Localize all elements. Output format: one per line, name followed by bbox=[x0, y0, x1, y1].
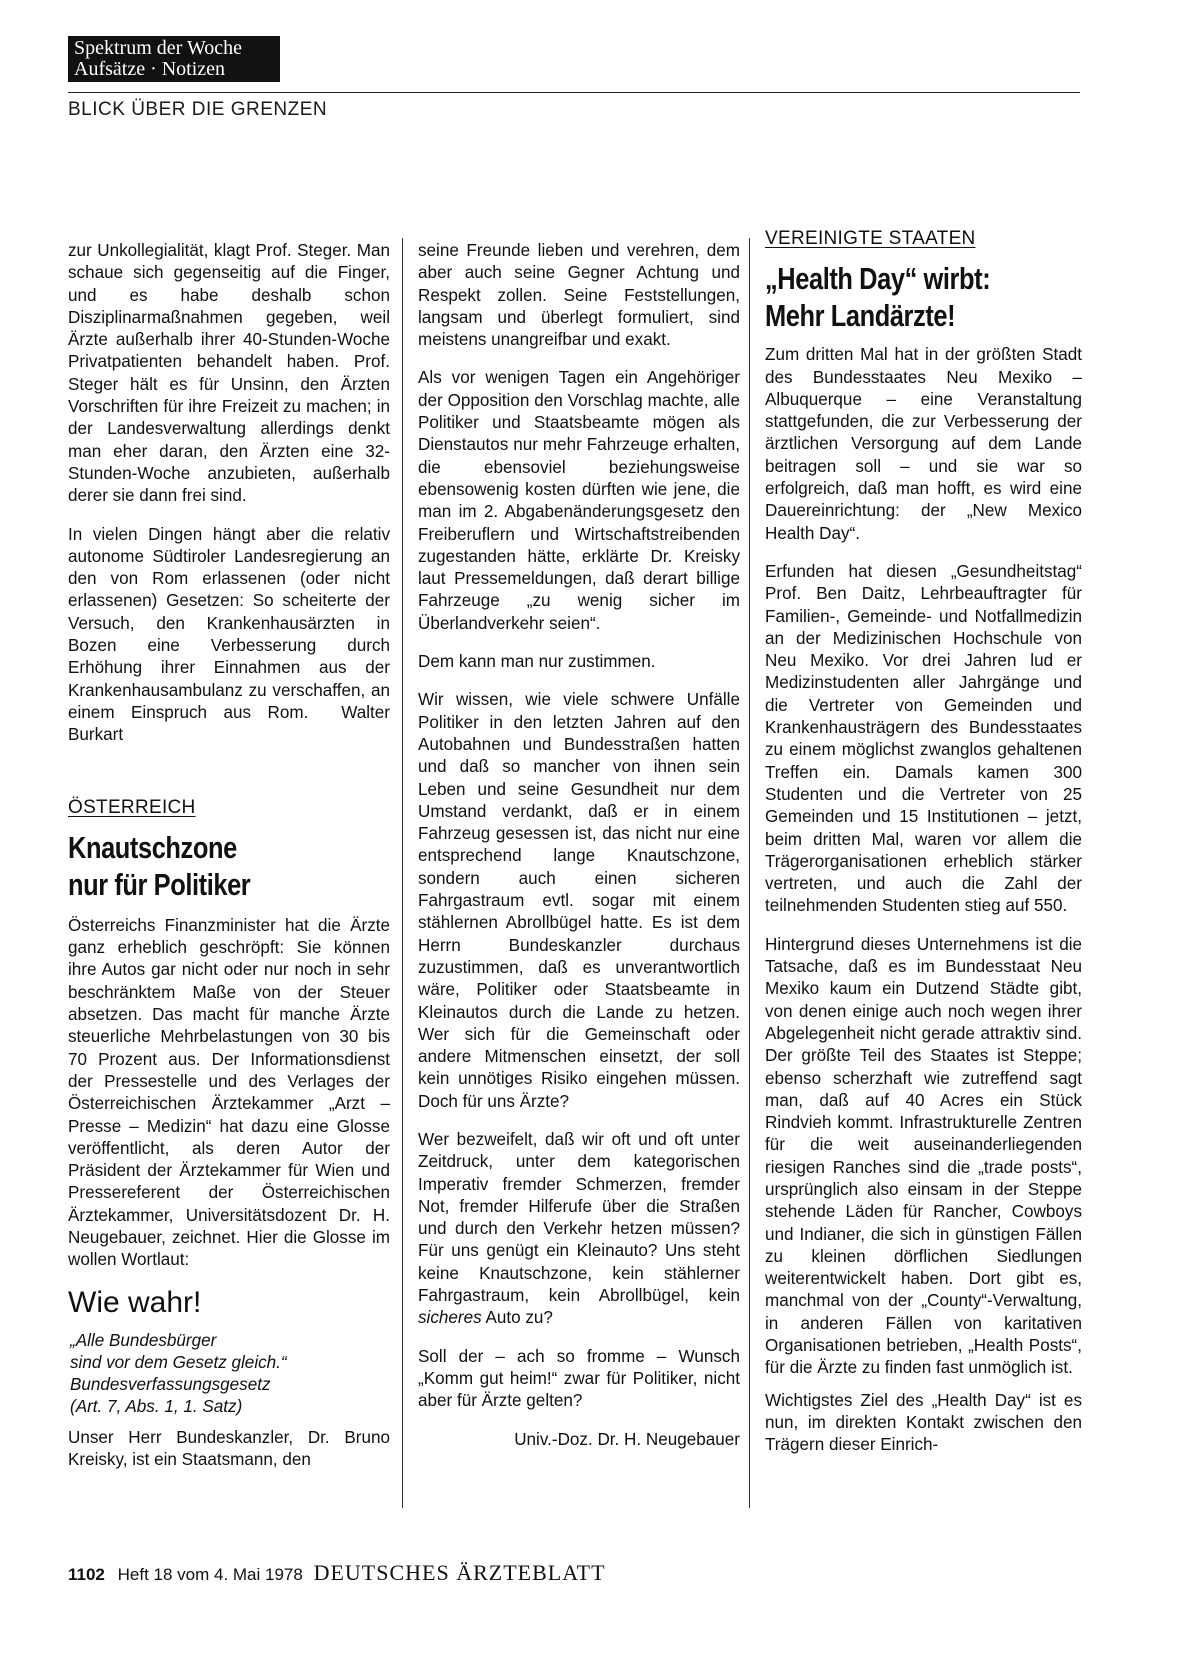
paragraph-text: In vielen Dingen hängt aber die relativ autonome Südtiroler Landesregierung an den von Rom erlassenen (oder nicht erlassenen) Gesetzen: So scheiterte der Versuch, den Krankenhausärzten in Bozen eine Verbesserung durch Erhöhung ihrer Einnahmen aus der Krankenhausambulanz zu verschaffen, an einem Einspruch aus Rom. bbox=[68, 524, 390, 722]
section-label: BLICK ÜBER DIE GRENZEN bbox=[68, 99, 328, 120]
paragraph-text: Wer bezweifelt, daß wir oft und oft unter Zeitdruck, unter dem kategorischen Imperativ fremder Schmerzen, fremder Not, fremder Hilferufe über die Straßen und durch den Verkehr hetzen müssen? Für uns genügt ein Kleinauto? Uns steht keine Knautschzone, kein stählerner Fahrgastraum, kein Abrollbügel, kein bbox=[418, 1129, 740, 1306]
paragraph: Erfunden hat diesen „Gesundheitstag“ Prof. Ben Daitz, Lehrbeauftragter für Familien-, Gemeinde- und Notfallmedizin an der Medizinischen Hochschule von Neu Mexiko. Vor drei Jahren lud er Medizinstudenten aller Jahrgänge und die Vertreter von Gemeinden und Krankenhausträgern des Bundesstaates zu einem möglichst zwanglos gehaltenen Treffen ein. Damals kamen 300 Studenten und die Vertreter von 25 Gemeinden und 15 Institutionen – jetzt, beim dritten Mal, waren vor allem die Trägerorganisationen erheblich stärker vertreten, und auch die Zahl der teilnehmenden Studenten stieg auf 550. bbox=[765, 561, 1082, 916]
section-header-box bbox=[68, 36, 280, 82]
column-2 bbox=[418, 240, 740, 1451]
article-headline bbox=[765, 260, 1082, 334]
author-name: Walter Burkart bbox=[68, 702, 390, 745]
paragraph: seine Freunde lieben und verehren, dem aber auch seine Gegner Achtung und Respekt zollen. Seine Feststellungen, langsam und überlegt formuliert, sind meistens unangreifbar und exakt. bbox=[418, 241, 740, 350]
paragraph: Wichtigstes Ziel des „Health Day“ ist es nun, im direkten Kontakt zwischen den Trägern dieser Einrich- bbox=[765, 1390, 1082, 1455]
paragraph: Hintergrund dieses Unternehmens ist die Tatsache, daß es im Bundesstaat Neu Mexiko kaum ein Dutzend Städte gibt, von denen einige auch noch wegen ihrer Abgelegenheit nicht gerade attraktiv sind. Der größte Teil des Staates ist Steppe; ebenso scherzhaft wie zutreffend sagt man, daß auf 40 Acres ein Stück Rindvieh kommt. Infrastrukturelle Zentren für die weit auseinanderliegenden riesigen Ranches sind die „trade posts“, ursprünglich also einsam in der Steppe stehende Läden für Rancher, Cowboys und Indianer, die sich in günstigen Fällen zu kleinen dörflichen Siedlungen weiterentwickelt haben. Dort gibt es, manchmal von der „County“-Verwaltung, in anderen Fällen von karitativen Organisationen betrieben, „Health Posts“, für die Ärzte zu finden fast unmöglich ist. bbox=[765, 934, 1082, 1378]
quote-line: (Art. 7, Abs. 1, 1. Satz) bbox=[70, 1397, 243, 1417]
column-divider-2 bbox=[749, 238, 750, 1508]
paragraph: Dem kann man nur zustimmen. bbox=[418, 652, 656, 672]
italic-word: sicheres bbox=[418, 1308, 482, 1328]
paragraph-text: Auto zu? bbox=[481, 1308, 553, 1328]
headline-line-1: Knautschzone bbox=[68, 829, 237, 865]
paragraph: Soll der – ach so fromme – Wunsch „Komm gut heim!“ zwar für Politiker, nicht aber für Ärzte gelten? bbox=[418, 1346, 740, 1411]
journal-name: DEUTSCHES ÄRZTEBLATT bbox=[313, 1560, 606, 1585]
article-headline bbox=[68, 829, 390, 903]
headline-line-2: Mehr Landärzte! bbox=[765, 298, 956, 334]
column-divider-1 bbox=[402, 238, 403, 1508]
paragraph: Österreichs Finanzminister hat die Ärzte ganz erheblich geschröpft: Sie können ihre Autos gar nicht oder nur noch in sehr beschränktem Maße von der Steuer absetzen. Das macht für manche Ärzte steuerliche Mehrbelastungen von 30 bis 70 Prozent aus. Der Informationsdienst der Pressestelle und des Verlages der Österreichischen Ärztekammer „Arzt – Presse – Medizin“ hat dazu eine Glosse veröffentlicht, als deren Autor der Präsident der Ärztekammer für Wien und Pressereferent der Österreichischen Ärztekammer, Universitätsdozent Dr. H. Neugebauer, zeichnet. Hier die Glosse im wollen Wortlaut: bbox=[68, 915, 390, 1270]
country-label: ÖSTERREICH bbox=[68, 796, 196, 818]
column-1 bbox=[68, 240, 390, 1471]
author-signature: Univ.-Doz. Dr. H. Neugebauer bbox=[514, 1429, 740, 1449]
header-line-1: Spektrum der Woche bbox=[74, 37, 242, 59]
quote-line: „Alle Bundesbürger bbox=[70, 1330, 217, 1350]
epigraph bbox=[68, 1330, 390, 1419]
paragraph: Zum dritten Mal hat in der größten Stadt des Bundesstaates Neu Mexiko – Albuquerque – eine Veranstaltung stattgefunden, die zur Verbesserung der ärztlichen Versorgung auf dem Lande beitragen soll – und sie war so erfolgreich, daß man hofft, es wird eine Dauereinrichtung: der „New Mexico Health Day“. bbox=[765, 345, 1082, 543]
paragraph: zur Unkollegialität, klagt Prof. Steger. Man schaue sich gegenseitig auf die Finger, und es habe deshalb schon Disziplinarmaßnahmen gegeben, weil Ärzte außerhalb ihrer 40-Stunden-Woche Privatpatienten behandelt haben. Prof. Steger hält es für Unsinn, den Ärzten Vorschriften für ihre Freizeit zu machen; in der Landesverwaltung allerdings denkt man eher daran, den Ärzten eine 32-Stunden-Woche anzubieten, außerhalb derer sie dann frei sind. bbox=[68, 241, 390, 506]
paragraph bbox=[68, 524, 390, 747]
issue-info: Heft 18 vom 4. Mai 1978 bbox=[117, 1565, 303, 1584]
country-label: VEREINIGTE STAATEN bbox=[765, 228, 976, 249]
gloss-title: Wie wahr! bbox=[68, 1285, 202, 1319]
headline-line-2: nur für Politiker bbox=[68, 866, 251, 902]
paragraph: Als vor wenigen Tagen ein Angehöriger der Opposition den Vorschlag machte, alle Politiker und Staatsbeamte mögen als Dienstautos nur mehr Fahrzeuge erhalten, die ebensoviel beziehungsweise ebensowenig kosten dürften wie jene, die man im 2. Abgabenänderungsgesetz den Freiberuflern und Wirtschaftstreibenden zugestanden hätte, erklärte Dr. Kreisky laut Pressemeldungen, daß derart billige Fahrzeuge „zu wenig sicher im Überlandverkehr seien“. bbox=[418, 368, 740, 633]
headline-line-1: „Health Day“ wirbt: bbox=[765, 261, 991, 297]
header-line-2: Aufsätze · Notizen bbox=[74, 58, 226, 80]
page-number: 1102 bbox=[68, 1565, 105, 1584]
quote-line: Bundesverfassungsgesetz bbox=[70, 1375, 271, 1395]
column-3 bbox=[765, 228, 1082, 1457]
page-footer bbox=[68, 1560, 606, 1586]
paragraph bbox=[418, 1129, 740, 1330]
paragraph: Unser Herr Bundeskanzler, Dr. Bruno Kreisky, ist ein Staatsmann, den bbox=[68, 1427, 390, 1470]
header-rule bbox=[68, 92, 1080, 93]
quote-line: sind vor dem Gesetz gleich.“ bbox=[70, 1352, 287, 1372]
paragraph: Wir wissen, wie viele schwere Unfälle Politiker in den letzten Jahren auf den Autobahnen und Bundesstraßen hatten und daß so mancher von ihnen sein Leben und seine Gesundheit nur dem Umstand verdankt, daß er in einem Fahrzeug gesessen ist, das nicht nur eine entsprechend lange Knautschzone, sondern auch einen sicheren Fahrgastraum evtl. sogar mit einem stählernen Abrollbügel hatte. Es ist dem Herrn Bundeskanzler durchaus zuzustimmen, daß es unverantwortlich wäre, Politiker oder Staatsbeamte in Kleinautos durch die Lande zu hetzen. Wer sich für die Gemeinschaft oder andere Mitmenschen einsetzt, der soll kein unnötiges Risiko eingehen müssen. Doch für uns Ärzte? bbox=[418, 690, 740, 1111]
